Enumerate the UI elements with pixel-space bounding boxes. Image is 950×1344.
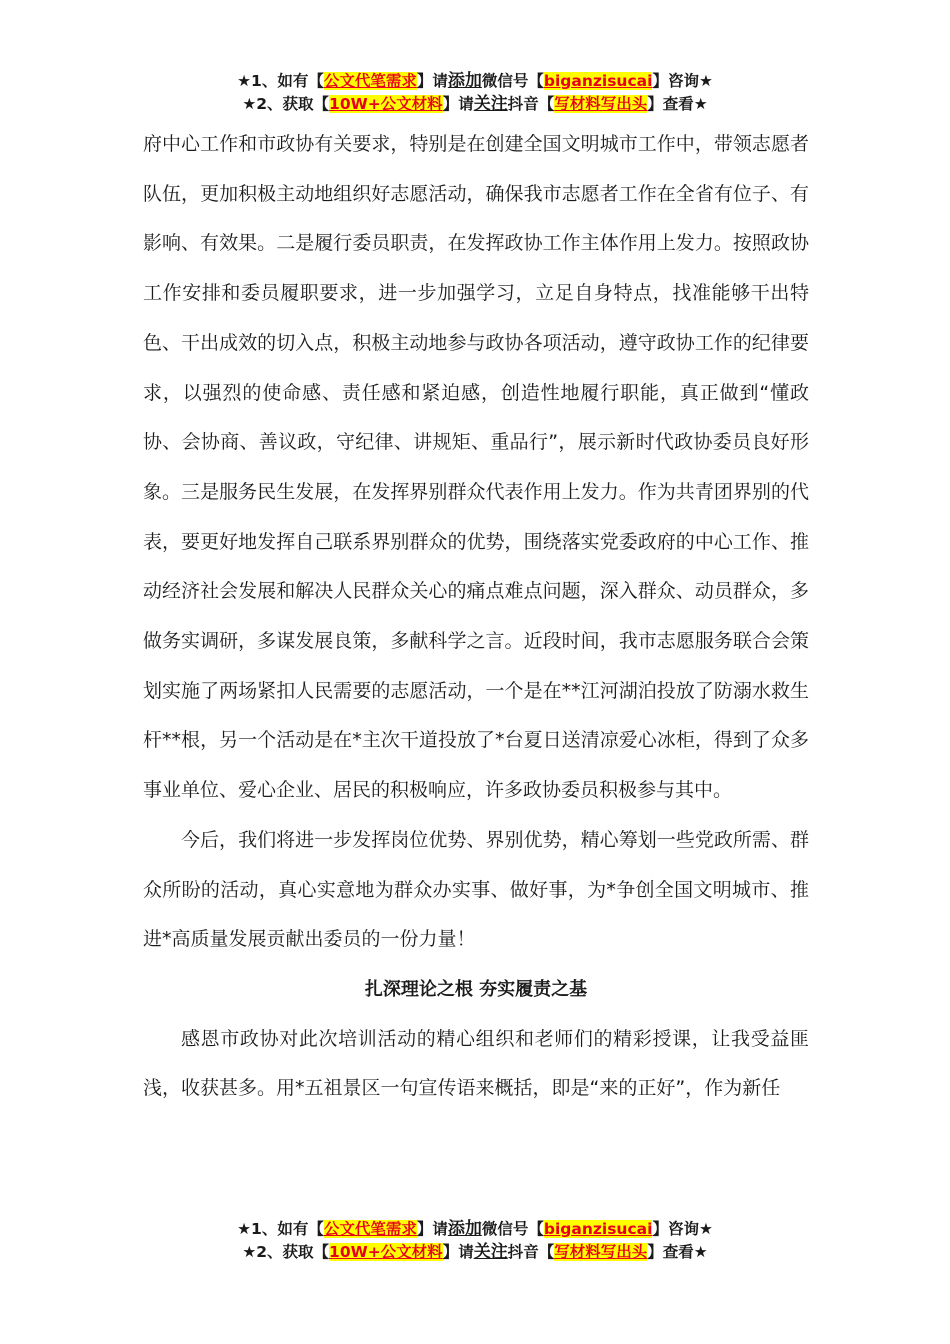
banner-text: 】请 [442, 95, 474, 113]
banner-text: 抖音【 [507, 1243, 555, 1261]
douyin-id-highlight: 写材料写出头 [554, 95, 648, 113]
banner-text: 】咨询★ [652, 1220, 713, 1238]
banner-text: 】查看★ [647, 95, 708, 113]
emphasis-text: 关注 [473, 1242, 508, 1262]
paragraph: 感恩市政协对此次培训活动的精心组织和老师们的精彩授课，让我受益匪浅，收获甚多。用*五祖景区一句宣传语来概括，即是“来的正好”，作为新任 [143, 1027, 809, 1100]
banner-text: 】咨询★ [652, 72, 713, 90]
document-body [143, 120, 809, 1114]
paragraph: 府中心工作和市政协有关要求，特别是在创建全国文明城市工作中，带领志愿者队伍，更加积极主动地组织好志愿活动，确保我市志愿者工作在全省有位子、有影响、有效果。二是履行委员职责，在发挥政协工作主体作用上发力。按照政协工作安排和委员履职要求，进一步加强学习，立足自身特点，找准能够干出特色、干出成效的切入点，积极主动地参与政协各项活动，遵守政协工作的纪律要求，以强烈的使命感、责任感和紧迫感，创造性地履行职能，真正做到“懂政协、会协商、善议政，守纪律、讲规矩、重品行”，展示新时代政协委员良好形象。三是服务民生发展，在发挥界别群众代表作用上发力。作为共青团界别的代表，要更好地发挥自己联系界别群众的优势，围绕落实党委政府的中心工作、推动经济社会发展和解决人民群众关心的痛点难点问题，深入群众、动员群众，多做务实调研，多谋发展良策，多献科学之言。近段时间，我市志愿服务联合会策划实施了两场紧扣人民需要的志愿活动，一个是在**江河湖泊投放了防溺水救生杆**根，另一个活动是在*主次干道投放了*台夏日送清凉爱心冰柜，得到了众多事业单位、爱心企业、居民的积极响应，许多政协委员积极参与其中。 [143, 133, 809, 802]
banner-text: ★1、如有【 [237, 72, 324, 90]
banner-text: ★1、如有【 [237, 1220, 324, 1238]
banner-text: 】请 [416, 1220, 448, 1238]
wechat-id-highlight: biganzisucai [543, 72, 653, 90]
banner-text: 微信号【 [481, 72, 544, 90]
wechat-id-highlight: biganzisucai [543, 1220, 653, 1238]
banner-text: ★2、获取【 [242, 95, 330, 113]
emphasis-text: 关注 [473, 94, 508, 114]
emphasis-text: 添加 [447, 1219, 482, 1239]
banner-text: 微信号【 [481, 1220, 544, 1238]
emphasis-text: 添加 [447, 71, 482, 91]
materials-highlight: 10W+公文材料 [329, 1243, 443, 1261]
banner-text: ★2、获取【 [242, 1243, 330, 1261]
banner-line-1 [0, 70, 950, 93]
banner-text: 】请 [416, 72, 448, 90]
banner-line-1 [0, 1218, 950, 1241]
banner-text: 】查看★ [647, 1243, 708, 1261]
banner-text: 抖音【 [507, 95, 555, 113]
service-highlight: 公文代笔需求 [323, 72, 417, 90]
section-heading: 扎深理论之根 夯实履责之基 [364, 978, 588, 1000]
banner-text: 】请 [442, 1243, 474, 1261]
header-banner [0, 70, 950, 116]
banner-line-2 [0, 1241, 950, 1264]
materials-highlight: 10W+公文材料 [329, 95, 443, 113]
footer-banner [0, 1218, 950, 1264]
service-highlight: 公文代笔需求 [323, 1220, 417, 1238]
paragraph: 今后，我们将进一步发挥岗位优势、界别优势，精心筹划一些党政所需、群众所盼的活动，真心实意地为群众办实事、做好事，为*争创全国文明城市、推进*高质量发展贡献出委员的一份力量！ [143, 828, 809, 951]
douyin-id-highlight: 写材料写出头 [554, 1243, 648, 1261]
banner-line-2 [0, 93, 950, 116]
